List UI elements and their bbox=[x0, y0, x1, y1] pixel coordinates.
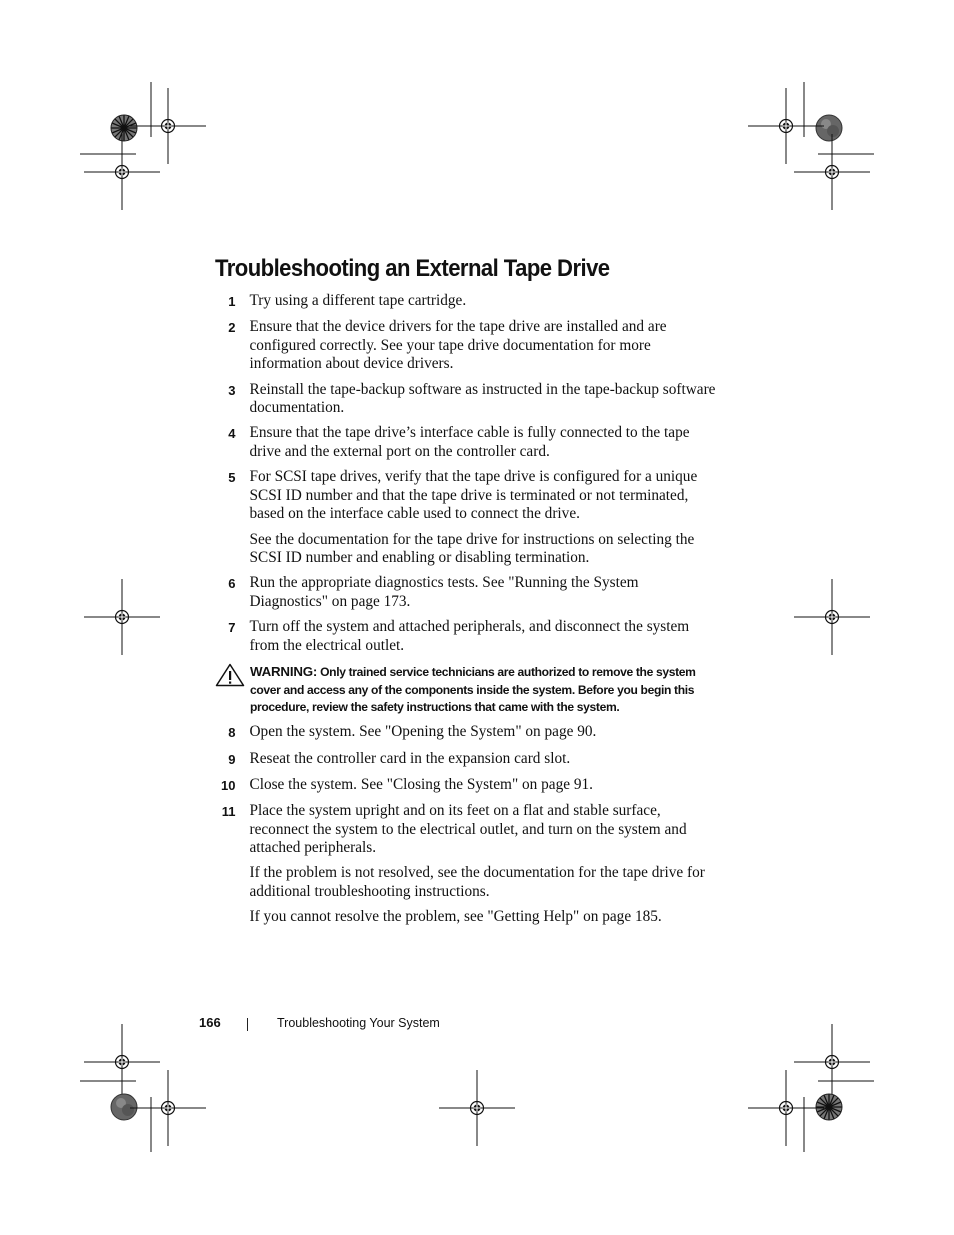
footer-divider bbox=[247, 1018, 248, 1031]
page-number: 166 bbox=[199, 1015, 221, 1030]
step-number: 8 bbox=[228, 725, 236, 741]
step-item bbox=[215, 292, 720, 312]
step-number: 2 bbox=[228, 320, 236, 336]
step-paragraph: Turn off the system and attached peripherals, and disconnect the system from the electrical outlet. bbox=[249, 618, 690, 654]
step-body bbox=[250, 723, 597, 743]
step-body bbox=[250, 750, 571, 770]
step-item bbox=[215, 618, 720, 655]
step-paragraph: Try using a different tape cartridge. bbox=[249, 292, 467, 309]
step-number: 4 bbox=[228, 426, 236, 442]
step-item bbox=[215, 424, 720, 461]
step-body bbox=[250, 776, 593, 796]
steps-list-b bbox=[215, 723, 720, 926]
step-paragraph: If the problem is not resolved, see the documentation for the tape drive for additional troubleshooting instructions. bbox=[249, 864, 705, 900]
step-item bbox=[215, 468, 720, 568]
page-title: Troubleshooting an External Tape Drive bbox=[215, 255, 610, 282]
step-body bbox=[250, 292, 467, 312]
step-paragraph: Reseat the controller card in the expansion card slot. bbox=[249, 749, 571, 767]
step-item bbox=[215, 574, 720, 611]
step-paragraph: Close the system. See "Closing the System" on page 91. bbox=[249, 775, 593, 793]
steps-list-a bbox=[215, 292, 720, 655]
step-item bbox=[215, 802, 720, 927]
step-number: 6 bbox=[228, 576, 236, 592]
step-paragraph: Ensure that the device drivers for the tape drive are installed and are configured correctly. See your tape drive documentation for more information about device drivers. bbox=[249, 318, 667, 373]
step-number: 10 bbox=[221, 777, 236, 793]
step-number: 11 bbox=[221, 804, 236, 820]
step-item bbox=[215, 318, 720, 374]
warning-text bbox=[250, 663, 720, 716]
step-number: 3 bbox=[228, 382, 236, 398]
step-item bbox=[215, 750, 720, 770]
step-body bbox=[250, 381, 721, 418]
step-body bbox=[250, 574, 721, 611]
step-item bbox=[215, 381, 720, 418]
step-paragraph: Ensure that the tape drive’s interface cable is fully connected to the tape drive and the external port on the controller card. bbox=[249, 424, 690, 460]
step-body bbox=[250, 318, 721, 374]
step-paragraph: See the documentation for the tape drive for instructions on selecting the SCSI ID number and enabling or disabling termination. bbox=[249, 530, 695, 567]
step-body bbox=[250, 424, 721, 461]
step-number: 1 bbox=[228, 294, 236, 309]
step-body bbox=[250, 618, 721, 655]
warning-body: Only trained service technicians are authorized to remove the system cover and access any of the components inside the system. Before you begin this procedure, review the safety instructions that came with the system. bbox=[250, 665, 696, 715]
warning-triangle-icon bbox=[215, 663, 250, 716]
warning-notice bbox=[215, 663, 720, 716]
step-number: 9 bbox=[228, 751, 236, 767]
step-item bbox=[215, 723, 720, 743]
step-paragraph: If you cannot resolve the problem, see "Getting Help" on page 185. bbox=[249, 908, 662, 926]
step-item bbox=[215, 776, 720, 796]
step-paragraph: For SCSI tape drives, verify that the tape drive is configured for a unique SCSI ID number and that the tape drive is terminated or not terminated, based on the interface cable used to connect the drive. bbox=[249, 468, 698, 523]
warning-label: WARNING: bbox=[250, 664, 318, 680]
step-number: 5 bbox=[228, 470, 236, 486]
step-paragraph: Open the system. See "Opening the System" on page 90. bbox=[249, 723, 597, 741]
footer-section-title: Troubleshooting Your System bbox=[277, 1016, 440, 1030]
step-paragraph: Run the appropriate diagnostics tests. See "Running the System Diagnostics" on page 173. bbox=[249, 574, 639, 610]
step-paragraph: Reinstall the tape-backup software as instructed in the tape-backup software documentation. bbox=[249, 380, 716, 417]
troubleshooting-steps bbox=[215, 292, 720, 933]
step-paragraph: Place the system upright and on its feet on a flat and stable surface, reconnect the system to the electrical outlet, and turn on the system and attached peripherals. bbox=[249, 802, 687, 857]
step-body bbox=[250, 468, 721, 568]
step-body bbox=[250, 802, 721, 927]
step-number: 7 bbox=[228, 620, 236, 636]
